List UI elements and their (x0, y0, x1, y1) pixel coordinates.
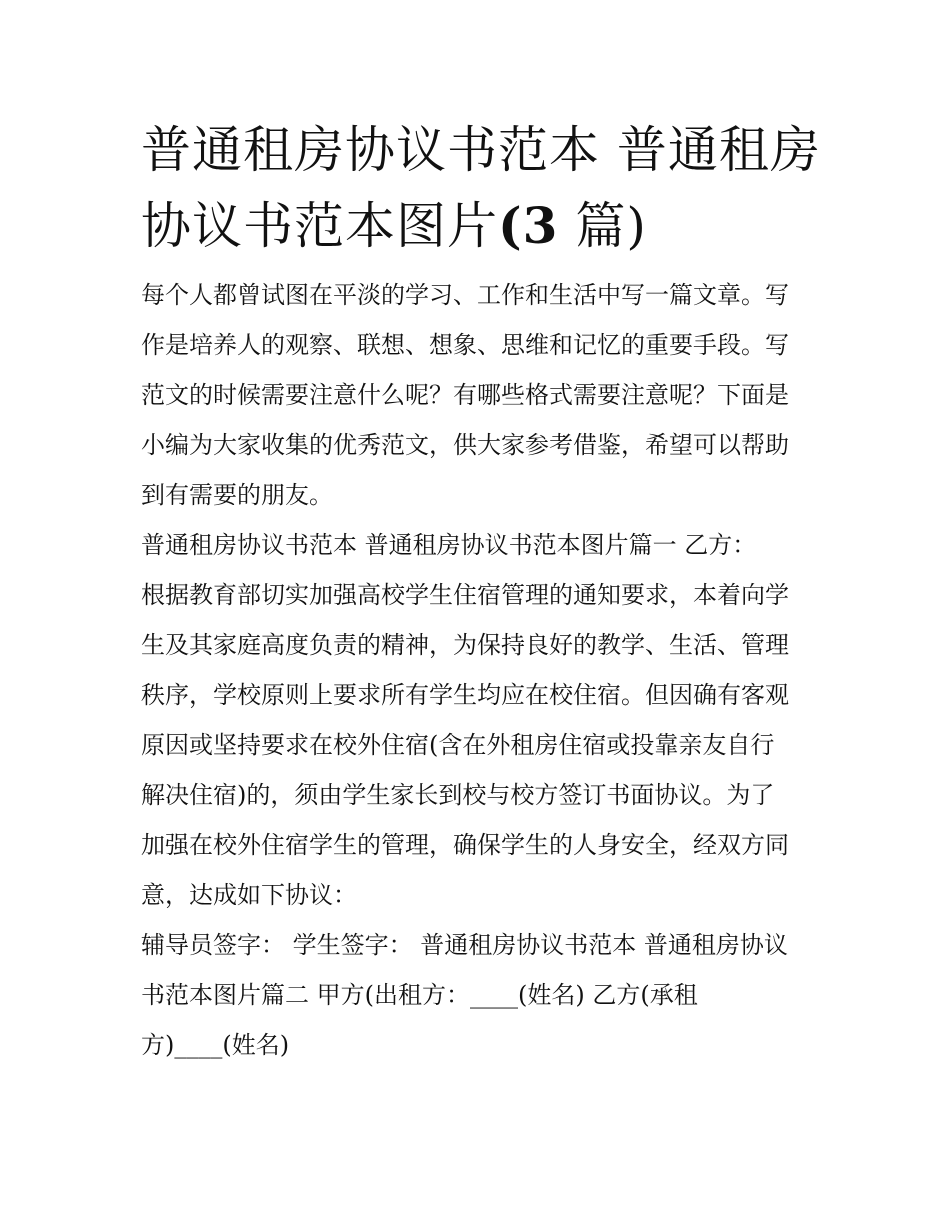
paragraph-signatures (141, 920, 813, 1070)
text-line: 秩序，学校原则上要求所有学生均应在校住宿。但因确有客观 (141, 681, 789, 709)
text-line: 加强在校外住宿学生的管理，确保学生的人身安全，经双方同 (141, 831, 789, 859)
text-line: 书范本图片篇二 甲方(出租方：____(姓名) 乙方(承租 (141, 981, 698, 1009)
title-count: (3 (498, 196, 559, 255)
text-line: 到有需要的朋友。 (141, 481, 333, 509)
text-line: 辅导员签字： 学生签字： 普通租房协议书范本 普通租房协议 (141, 931, 788, 959)
text-line: 范文的时候需要注意什么呢？有哪些格式需要注意呢？下面是 (141, 381, 789, 409)
text-line: 意，达成如下协议： (141, 881, 357, 909)
title-line-2 (141, 188, 813, 264)
text-line: 根据教育部切实加强高校学生住宿管理的通知要求，本着向学 (141, 581, 789, 609)
title-suffix: 篇) (575, 197, 647, 255)
text-line: 每个人都曾试图在平淡的学习、工作和生活中写一篇文章。写 (141, 281, 789, 309)
text-line: 普通租房协议书范本 普通租房协议书范本图片篇一 乙方： (141, 531, 757, 559)
paragraph-heading-1 (141, 520, 813, 570)
title-line-1: 普通租房协议书范本 普通租房 (141, 121, 821, 179)
document-body (141, 112, 821, 1070)
text-line: 方)____(姓名) (141, 1031, 290, 1059)
paragraph-intro (141, 270, 813, 520)
text-line: 生及其家庭高度负责的精神，为保持良好的教学、生活、管理 (141, 631, 789, 659)
text-line: 小编为大家收集的优秀范文，供大家参考借鉴，希望可以帮助 (141, 431, 789, 459)
text-line: 作是培养人的观察、联想、想象、思维和记忆的重要手段。写 (141, 331, 789, 359)
document-title (141, 112, 821, 264)
text-line: 原因或坚持要求在校外住宿(含在外租房住宿或投靠亲友自行 (141, 731, 775, 759)
text-line: 解决住宿)的，须由学生家长到校与校方签订书面协议。为了 (141, 781, 775, 809)
title-line-2-text: 协议书范本图片 (141, 197, 498, 255)
paragraph-agreement-intro (141, 570, 813, 920)
